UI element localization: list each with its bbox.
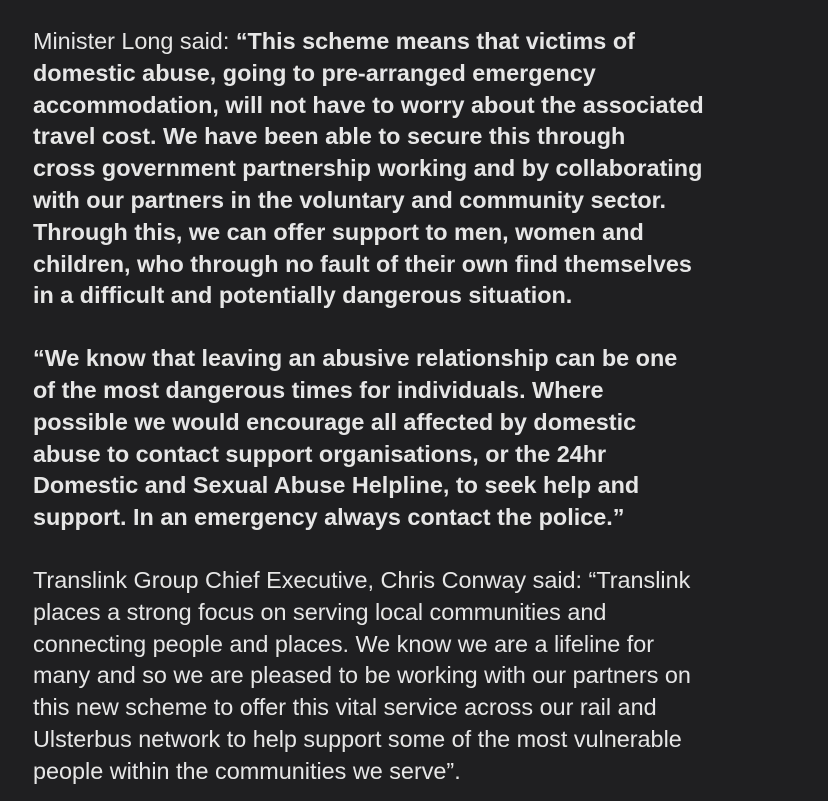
minister-long-quote-continued: “We know that leaving an abusive relationship can be one of the most dangerous times for individuals. Where possible we would encourage all affected by domestic abuse to contact support organisations, or the 24hr Domestic and Sexual Abuse Helpline, to seek help and support. In an emergency always contact the police.” — [33, 345, 678, 531]
minister-long-statement — [33, 26, 808, 312]
minister-long-intro: Minister Long said: — [33, 28, 236, 54]
minister-long-quote: “This scheme means that victims of domestic abuse, going to pre-arranged emergency accommodation, will not have to worry about the associated travel cost. We have been able to secure this through cross government partnership working and by collaborating with our partners in the voluntary and community sector. Through this, we can offer support to men, women and children, who through no fault of their own find themselves in a difficult and potentially dangerous situation. — [33, 28, 704, 309]
translink-ceo-statement: Translink Group Chief Executive, Chris Conway said: “Translink places a strong focus on serving local communities and connecting people and places. We know we are a lifeline for many and so we are pleased to be working with our partners on this new scheme to offer this vital service across our rail and Ulsterbus network to help support some of the most vulnerable people within the communities we serve”. — [33, 566, 691, 784]
